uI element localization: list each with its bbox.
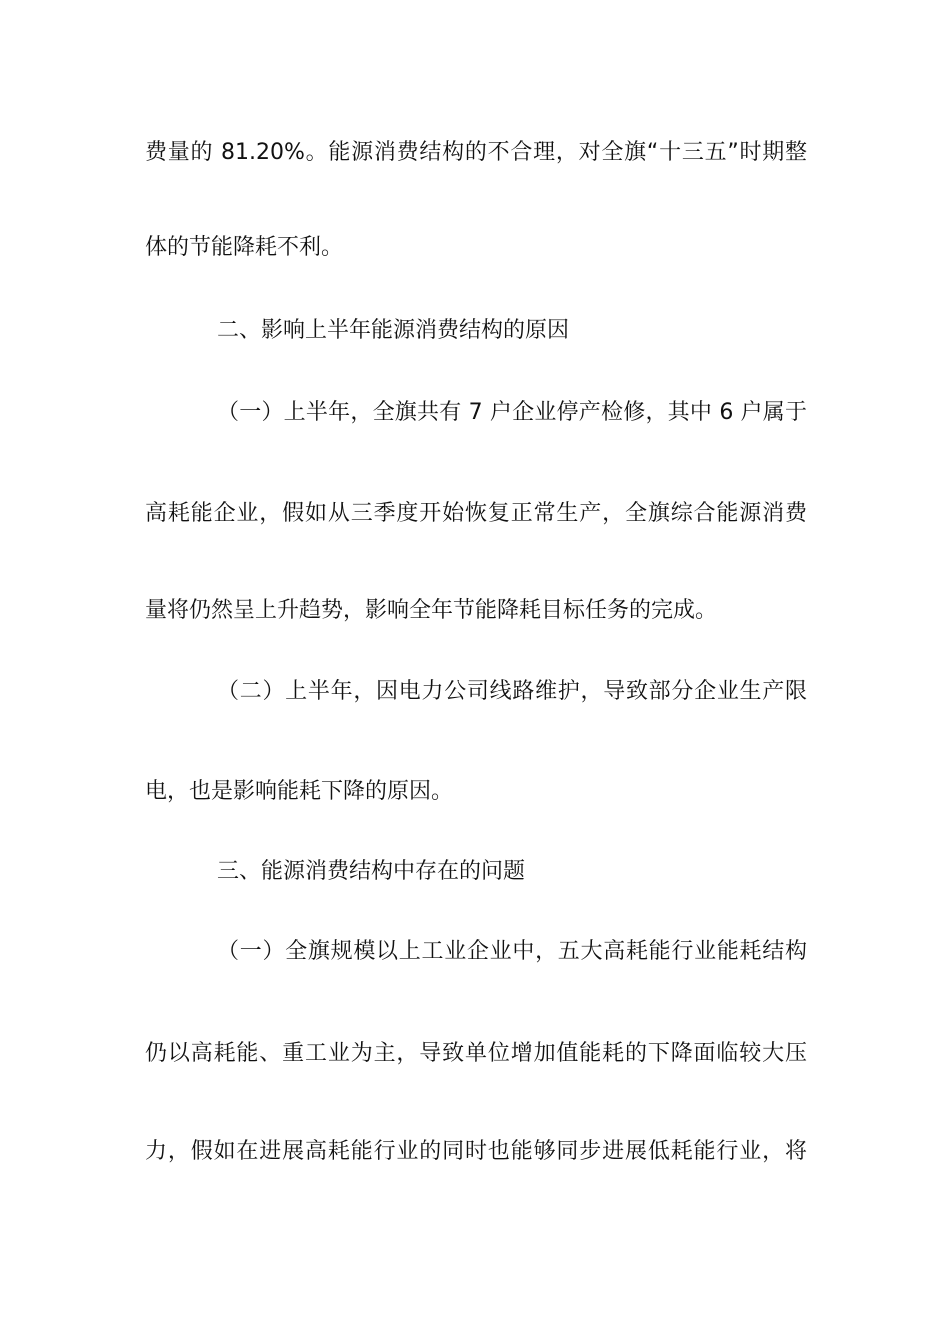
section-heading-2: 二、影响上半年能源消费结构的原因 bbox=[217, 318, 570, 343]
paragraph-line: （二）上半年，因电力公司线路维护，导致部分企业生产限 bbox=[217, 679, 807, 704]
paragraph-line: 电，也是影响能耗下降的原因。 bbox=[145, 779, 454, 804]
paragraph-line: 体的节能降耗不利。 bbox=[145, 235, 344, 260]
paragraph-line: 仍以高耗能、重工业为主，导致单位增加值能耗的下降面临较大压 bbox=[145, 1041, 807, 1066]
paragraph-line: 高耗能企业，假如从三季度开始恢复正常生产，全旗综合能源消费 bbox=[145, 501, 807, 526]
paragraph-line: 力，假如在进展高耗能行业的同时也能够同步进展低耗能行业，将 bbox=[145, 1139, 807, 1164]
paragraph-line: （一）全旗规模以上工业企业中，五大高耗能行业能耗结构 bbox=[217, 939, 807, 964]
paragraph-line: 费量的 81.20%。能源消费结构的不合理，对全旗“十三五”时期整 bbox=[145, 140, 807, 165]
section-heading-3: 三、能源消费结构中存在的问题 bbox=[217, 859, 526, 884]
paragraph-line: （一）上半年，全旗共有 7 户企业停产检修，其中 6 户属于 bbox=[217, 400, 807, 425]
paragraph-line: 量将仍然呈上升趋势，影响全年节能降耗目标任务的完成。 bbox=[145, 598, 718, 623]
